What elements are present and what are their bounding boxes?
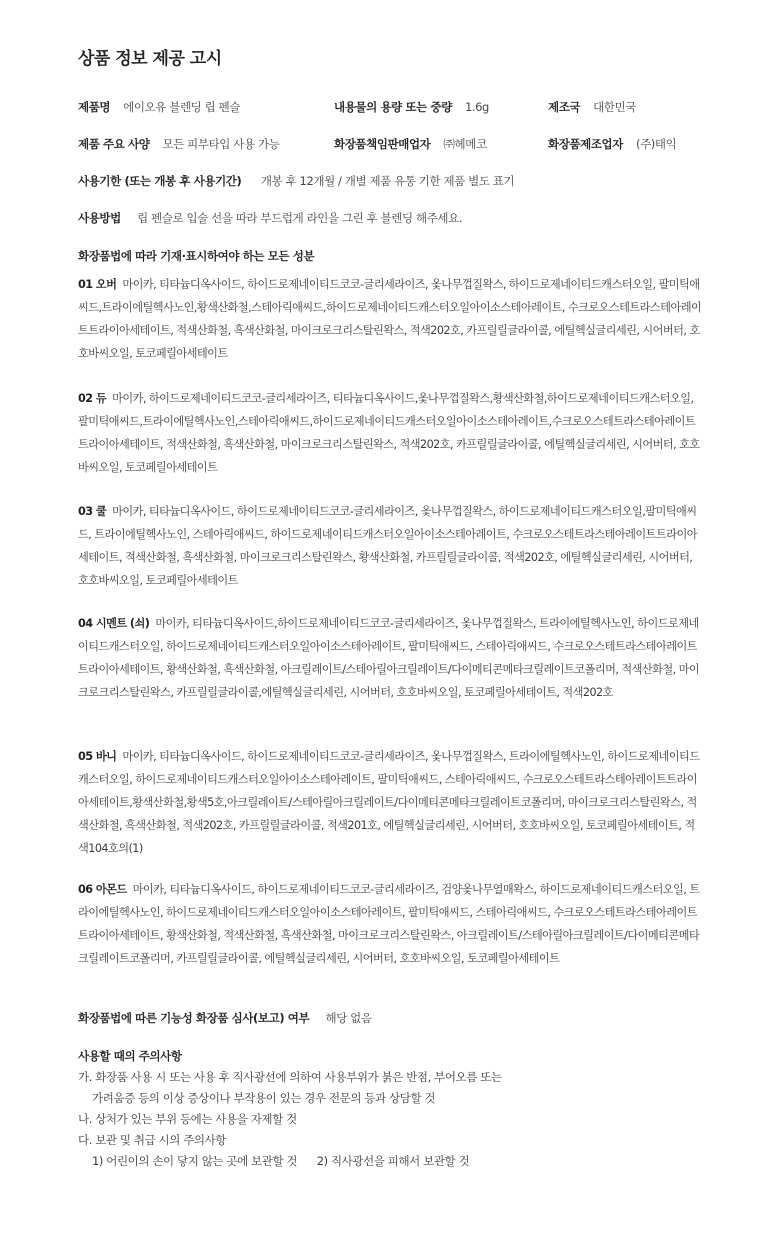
caution-item-a: 가. 화장품 사용 시 또는 사용 후 직사광선에 의하여 사용부위가 붉은 반점, 부어오름 또는 <box>78 1070 502 1084</box>
maker-value: (주)태익 <box>636 137 677 151</box>
functional-label: 화장품법에 따른 기능성 화장품 심사(보고) 여부 <box>78 1011 310 1025</box>
maker-label: 화장품제조업자 <box>548 137 623 151</box>
usage-label: 사용방법 <box>78 211 121 225</box>
ingredient-block-01 <box>78 273 704 365</box>
caution-heading: 사용할 때의 주의사항 <box>78 1049 182 1063</box>
ingredient-shade-name: 03 쿨 <box>78 505 107 518</box>
ingredient-list: 마이카, 티타늄디옥사이드,하이드로제네이티드코코-글리세라이즈, 옻나무껍질왁스, 트라이에틸헥사노인, 하이드로제네이티드캐스터오일, 하이드로제네이티드캐스터오일아이소스테아레이트, 팔미틱애씨드, 스테아릭애씨드, 수크로오스테트라스테아레이트트라이아세테이트, 황색산화철, 흑색산화철, 아크릴레이트/스테아릴아크릴레이트/다이메티콘메타크릴레이트코폴리머, 적색산화철, 마이크로크리스탈린왁스, 카프릴릴글라이콜,에틸헥실글리세린, 시어버터, 호호바씨오일, 토코페릴아세테이트, 적색202호 <box>78 617 700 699</box>
caution-c2: 2) 직사광선을 피해서 보관할 것 <box>316 1154 470 1168</box>
ingredient-shade-name: 05 바니 <box>78 750 117 763</box>
country-value: 대한민국 <box>593 100 637 114</box>
ingredient-block-02 <box>78 387 704 479</box>
usage-row <box>78 210 462 226</box>
volume-label: 내용물의 용량 또는 중량 <box>334 100 452 114</box>
volume-value: 1.6g <box>464 100 489 114</box>
expiry-row <box>78 173 514 189</box>
ingredients-heading-row <box>78 248 314 264</box>
ingredient-shade-name: 01 오버 <box>78 278 117 291</box>
usage-value: 립 펜슬로 입술 선을 따라 부드럽게 라인을 그린 후 블렌딩 해주세요. <box>137 211 463 225</box>
ingredient-shade-name: 02 듀 <box>78 392 107 405</box>
functional-row <box>78 1010 372 1026</box>
caution-item-c: 다. 보관 및 취급 시의 주의사항 <box>78 1133 227 1147</box>
ingredient-list: 마이카, 티타늄디옥사이드, 하이드로제네이티드코코-글리세라이즈, 옻나무껍질왁스, 하이드로제네이티드캐스터오일,팔미틱애씨드, 트라이에틸헥사노인, 스테아릭애씨드, 하이드로제네이티드캐스터오일아이소스테아레이트, 수크로오스테트라스테아레이트트라이아세테이트, 적색산화철, 흑색산화철, 마이크로크리스탈린왁스, 황색산화철, 카프릴릴글라이콜, 적색202호, 에틸헥실글리세린, 시어버터, 호호바씨오일, 토코페릴아세테이트 <box>78 505 697 587</box>
product-name-label: 제품명 <box>78 100 111 114</box>
seller-label: 화장품책임판매업자 <box>334 137 431 151</box>
ingredient-block-05 <box>78 745 704 860</box>
ingredient-shade-name: 04 시멘트 (쇠) <box>78 617 150 630</box>
product-name-value: 에이오유 블렌딩 립 펜슬 <box>123 100 241 114</box>
caution-section <box>78 1046 502 1172</box>
spec-value: 모든 피부타입 사용 가능 <box>162 137 280 151</box>
caution-item-b: 나. 상처가 있는 부위 등에는 사용을 자제할 것 <box>78 1112 297 1126</box>
caution-item-a-cont: 가려움증 등의 이상 증상이나 부작용이 있는 경우 전문의 등과 상담할 것 <box>92 1091 436 1105</box>
ingredient-block-04 <box>78 612 704 704</box>
expiry-label: 사용기한 (또는 개봉 후 사용기간) <box>78 174 242 188</box>
ingredient-list: 마이카, 하이드로제네이티드코코-글리세라이즈, 티타늄디옥사이드,옻나무껍질왁스,황색산화철,하이드로제네이티드캐스터오일, 팔미틱애씨드,트라이에틸헥사노인,스테아릭애씨드,하이드로제네이티드캐스터오일아이소스테아레이트,수크로오스테트라스테아레이트트라이아세테이트, 적색산화철, 흑색산화철, 마이크로크리스탈린왁스, 적색202호, 카프릴릴글라이콜, 에틸헥실글리세린, 시어버터, 호호바씨오일, 토코페릴아세테이트 <box>78 392 700 474</box>
ingredient-shade-name: 06 아몬드 <box>78 883 127 896</box>
ingredient-list: 마이카, 티타늄디옥사이드, 하이드로제네이티드코코-글리세라이즈, 옻나무껍질왁스, 하이드로제네이티드캐스터오일, 팔미틱애씨드,트라이에틸헥사노인,황색산화철,스테아릭애씨드,하이드로제네이티드캐스터오일아이소스테아레이트, 수크로오스테트라스테아레이트트라이아세테이트, 적색산화철, 흑색산화철, 마이크로크리스탈린왁스, 적색202호, 카프릴릴글라이콜, 에틸헥실글리세린, 시어버터, 호호바씨오일, 토코페릴아세테이트 <box>78 278 702 360</box>
ingredient-block-03 <box>78 500 704 592</box>
page-title: 상품 정보 제공 고시 <box>78 49 222 69</box>
ingredients-heading: 화장품법에 따라 기재·표시하여야 하는 모든 성분 <box>78 249 315 263</box>
spec-label: 제품 주요 사양 <box>78 137 150 151</box>
caution-item-c-sub <box>78 1151 502 1172</box>
functional-value: 해당 없음 <box>325 1011 372 1025</box>
ingredient-block-06 <box>78 878 704 970</box>
ingredient-list: 마이카, 티타늄디옥사이드, 하이드로제네이티드코코-글리세라이즈, 옻나무껍질왁스, 트라이에틸헥사노인, 하이드로제네이티드캐스터오일, 하이드로제네이티드캐스터오일아이소스테아레이트, 팔미틱애씨드, 스테아릭애씨드, 수크로오스테트라스테아레이트트라이아세테이트,황색산화철,황색5호,아크릴레이트/스테아릴아크릴레이트/다이메티콘메타크릴레이트코폴리머, 마이크로크리스탈린왁스, 적색산화철, 흑색산화철, 적색202호, 카프릴릴글라이콜, 적색201호, 에틸헥실글리세린, 시어버터, 호호바씨오일, 토코페릴아세테이트, 적색104호의(1) <box>78 750 700 855</box>
expiry-value: 개봉 후 12개월 / 개별 제품 유통 기한 제품 별도 표기 <box>260 174 515 188</box>
caution-c1: 1) 어린이의 손이 닿지 않는 곳에 보관할 것 <box>92 1154 298 1168</box>
seller-value: ㈜헤메코 <box>443 137 487 151</box>
country-label: 제조국 <box>548 100 581 114</box>
ingredient-list: 마이카, 티타늄디옥사이드, 하이드로제네이티드코코-글리세라이즈, 검양옻나무열매왁스, 하이드로제네이티드캐스터오일, 트라이에틸헥사노인, 하이드로제네이티드캐스터오일아이소스테아레이트, 팔미틱애씨드, 스테아릭애씨드, 수크로오스테트라스테아레이트트라이아세테이트, 황색산화철, 적색산화철, 흑색산화철, 마이크로크리스탈린왁스, 아크릴레이트/스테아릴아크릴레이트/다이메티콘메타크릴레이트코폴리머, 카프릴릴글라이콜, 에틸헥실글리세린, 시어버터, 호호바씨오일, 토코페릴아세테이트 <box>78 883 700 965</box>
